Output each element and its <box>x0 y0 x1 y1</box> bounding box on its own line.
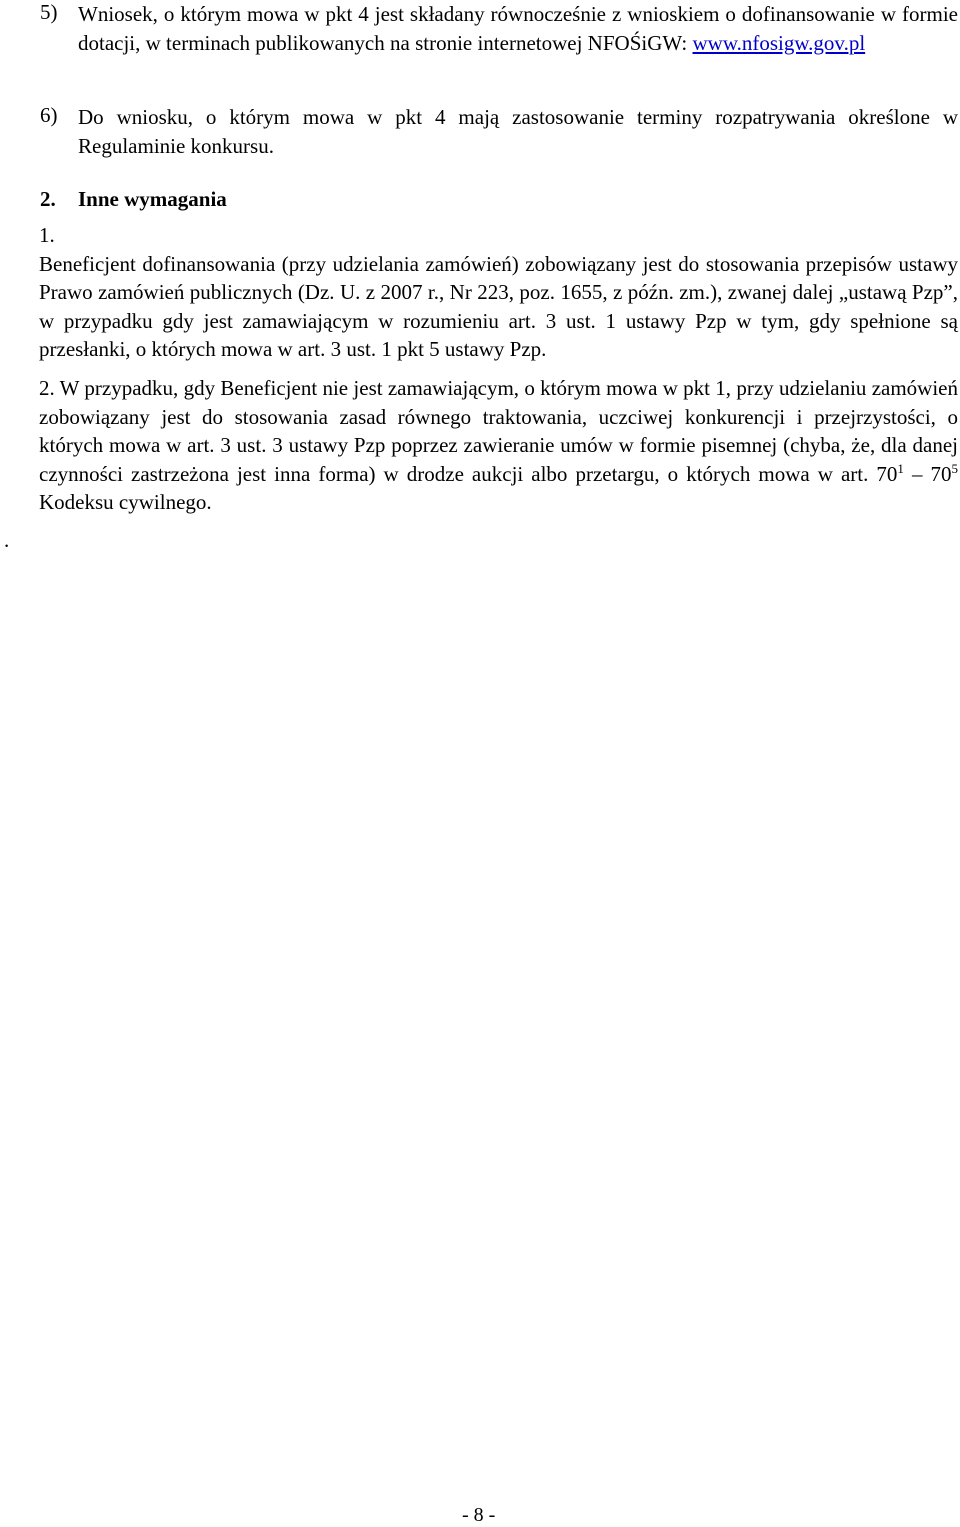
page-number: - 8 - <box>462 1504 496 1526</box>
paragraph-2-dash: – 70 <box>903 461 952 486</box>
list-item-5-text: Wniosek, o którym mowa w pkt 4 jest składany równocześnie z wnioskiem o dofinansowanie w formie dotacji, w terminach publikowanych na stronie internetowej NFOŚiGW: <box>78 2 958 55</box>
paragraph-1 <box>39 221 958 364</box>
list-number-6: 6) <box>40 103 58 127</box>
paragraph-1-text: Beneficjent dofinansowania (przy udzielania zamówień) zobowiązany jest do stosowania przepisów ustawy Prawo zamówień publicznych (Dz. U. z 2007 r., Nr 223, poz. 1655, z późn. zm.), zwanej dalej „ustawą Pzp”, w przypadku gdy jest zamawiającym w rozumieniu art. 3 ust. 1 ustawy Pzp w tym, gdy spełnione są przesłanki, o których mowa w art. 3 ust. 1 pkt 5 ustawy Pzp. <box>39 251 958 361</box>
paragraph-2 <box>39 374 958 517</box>
paragraph-2-text: W przypadku, gdy Beneficjent nie jest zamawiającym, o którym mowa w pkt 1, przy udzielaniu zamówień zobowiązany jest do stosowania zasad równego traktowania, uczciwej konkurencji i przejrzystości, o których mowa w art. 3 ust. 3 ustawy Pzp poprzez zawieranie umów w formie pisemnej (chyba, że, dla danej czynności zastrzeżona jest inna forma) w drodze aukcji albo przetargu, o których mowa w art. 70 <box>39 376 958 486</box>
paragraph-number-1: 1. <box>39 223 55 247</box>
paragraph-number-2: 2. <box>39 376 55 400</box>
section-number: 2. <box>40 187 56 211</box>
superscript-5: 5 <box>951 460 958 476</box>
list-number-5: 5) <box>40 0 58 24</box>
superscript-1: 1 <box>897 460 904 476</box>
section-title: Inne wymagania <box>78 187 227 211</box>
list-item-6: Do wniosku, o którym mowa w pkt 4 mają zastosowanie terminy rozpatrywania określone w Regulaminie konkursu. <box>78 105 958 158</box>
list-item-5 <box>78 0 958 57</box>
nfosigw-link[interactable]: www.nfosigw.gov.pl <box>692 30 866 55</box>
paragraph-2-end: Kodeksu cywilnego. <box>39 490 212 514</box>
stray-dot: . <box>4 528 10 552</box>
